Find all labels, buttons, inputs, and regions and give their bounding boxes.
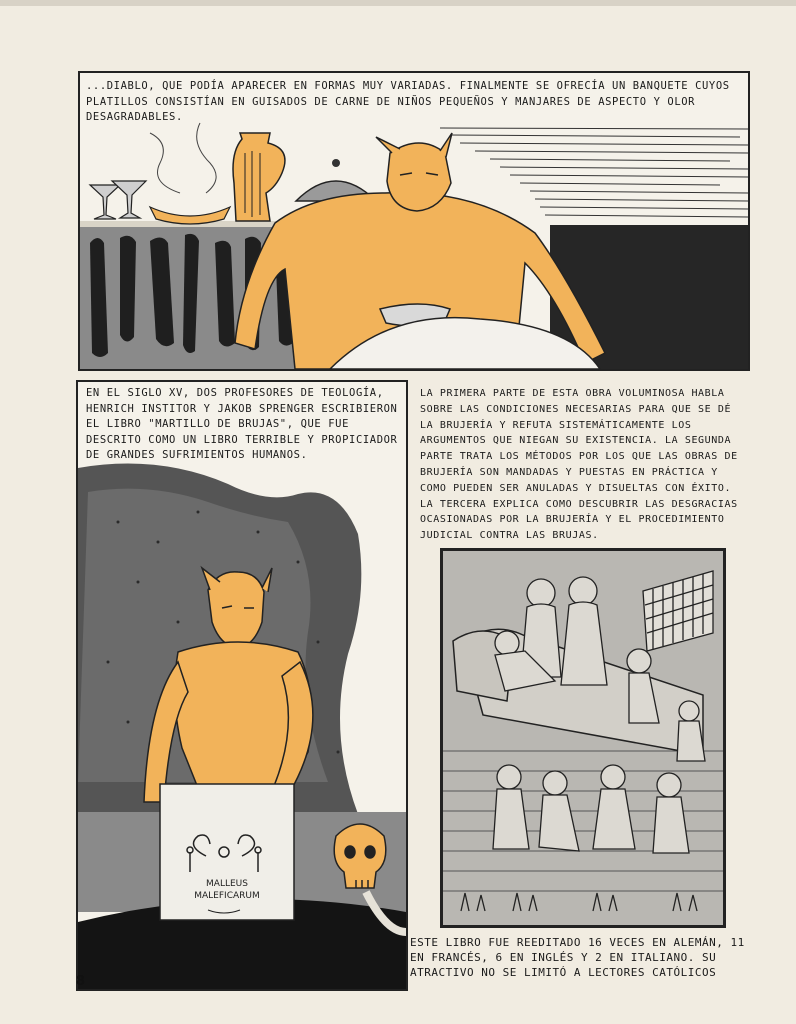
panel-malleus: [76, 380, 408, 991]
woodcut-window: [643, 571, 713, 651]
jug: [233, 133, 285, 221]
panel-banquet-caption: ...DIABLO, QUE PODÍA APARECER EN FORMAS MUY VARIADAS. FINALMENTE SE OFRECÍA UN BANQUETE CUYOS PLATILLOS CONSISTÍAN EN GUISADOS DE CARNE DE NIÑOS PEQUEÑOS Y MANJARES DE ASPECTO Y OLOR DESAGRADABLES.: [86, 80, 730, 123]
page-number: 8: [76, 974, 86, 989]
panel-3-caption: LA PRIMERA PARTE DE ESTA OBRA VOLUMINOSA HABLA SOBRE LAS CONDICIONES NECESARIAS PARA QUE SE DÉ LA BRUJERÍA Y REFUTA SISTEMÁTICAMENTE LOS ARGUMENTOS QUE NIEGAN SU EXISTENCIA. LA SEGUNDA PARTE TRATA LOS MÉTODOS POR LOS QUE LAS OBRAS DE BRUJERÍA SON MANDADAS Y PUESTAS EN PRÁCTICA Y COMO PUEDEN SER ANULADAS Y DISUELTAS CON ÉXITO. LA TERCERA EXPLICA COMO DESCUBRIR LAS DESGRACIAS OCASIONADAS POR LA BRUJERÍA Y EL PROCEDIMIENTO JUDICIAL CONTRA LAS BRUJAS.: [420, 388, 738, 542]
panel-malleus-caption: EN EL SIGLO XV, DOS PROFESORES DE TEOLOGÍA, HENRICH INSTITOR Y JAKOB SPRENGER ESCRIBIERON EL LIBRO "MARTILLO DE BRUJAS", QUE FUE DESCRITO COMO UN LIBRO TERRIBLE Y PROPICIADOR DE GRANDES SUFRIMIENTOS HUMANOS.: [86, 387, 398, 461]
book-title-line-1: MALLEUS: [206, 879, 248, 889]
bottom-caption: ESTE LIBRO FUE REEDITADO 16 VECES EN ALEMÁN, 11 EN FRANCÉS, 6 EN INGLÉS Y 2 EN ITALIANO. SU ATRACTIVO NO SE LIMITÓ A LECTORES CATÓLICOS: [410, 936, 745, 979]
malleus-illustration: [78, 382, 406, 989]
goblets: [90, 181, 146, 219]
panel-banquet: [78, 71, 750, 371]
speed-lines: [440, 128, 748, 217]
book-title-line-2: MALEFICARUM: [194, 891, 260, 901]
page-top-edge: [0, 0, 796, 6]
banquet-illustration: [80, 73, 748, 369]
panel-woodcut: [440, 548, 726, 928]
woodcut-illustration: [443, 551, 723, 925]
